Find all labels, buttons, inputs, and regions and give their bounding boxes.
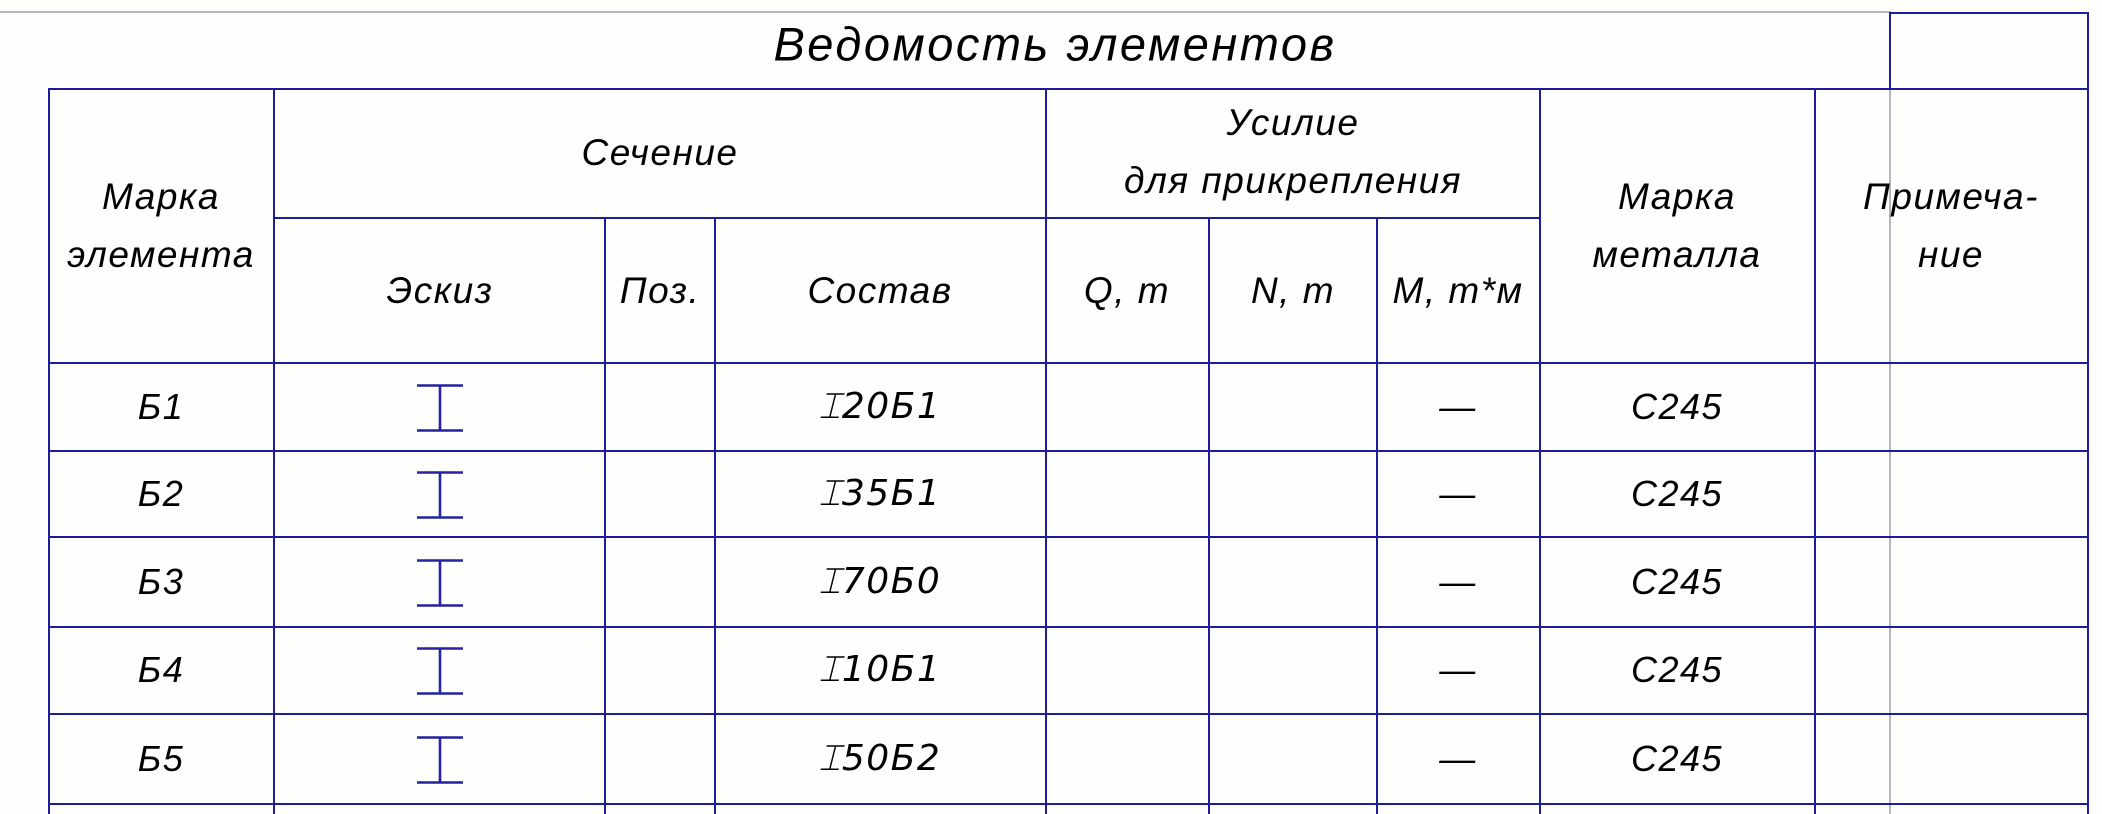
sostav-cell: ⌶20Б1 (818, 386, 942, 427)
titleblock-box-left (1889, 12, 1891, 90)
titleblock-box-top (1889, 12, 2089, 14)
metal-grade-cell: С245 (1630, 473, 1724, 514)
table-left-border (48, 88, 50, 814)
col-divider-metal-note (1814, 88, 1816, 814)
row-divider (48, 626, 2089, 628)
row-divider (48, 803, 2089, 805)
col-header-mark-line2: элемента (67, 234, 255, 275)
group-header-divider (273, 217, 1541, 219)
col-divider-mark (273, 88, 275, 814)
metal-grade-cell: С245 (1630, 738, 1724, 779)
col-header-n: N, т (1250, 270, 1336, 311)
col-header-m: М, т*м (1392, 270, 1524, 311)
group-header-section: Сечение (581, 132, 739, 173)
col-header-sketch: Эскиз (386, 270, 494, 311)
col-divider-q-n (1208, 217, 1210, 814)
metal-grade-cell: С245 (1630, 649, 1724, 690)
i-beam-section-icon (416, 736, 464, 784)
col-header-metal-line2: металла (1592, 234, 1762, 275)
element-mark-cell: Б5 (137, 738, 185, 779)
header-bottom-divider (48, 362, 2089, 364)
col-header-metal-line1: Марка (1618, 176, 1736, 217)
m-cell: — (1439, 561, 1477, 602)
col-divider-pos-sostav (714, 217, 716, 814)
col-header-pos: Поз. (619, 270, 701, 311)
col-divider-section-force (1045, 88, 1047, 814)
row-divider (48, 713, 2089, 715)
col-header-note (1863, 168, 2039, 284)
sheet-frame-vline (1889, 11, 1891, 814)
sostav-cell: ⌶50Б2 (818, 738, 942, 779)
row-divider (48, 536, 2089, 538)
col-header-note-line1: Примеча- (1863, 176, 2039, 217)
sostav-cell: ⌶35Б1 (818, 473, 942, 514)
col-header-sostav: Состав (807, 270, 953, 311)
i-beam-section-icon (416, 471, 464, 519)
element-mark-cell: Б1 (137, 386, 185, 427)
sostav-cell: ⌶70Б0 (818, 561, 942, 602)
sostav-cell: ⌶10Б1 (818, 649, 942, 690)
i-beam-section-icon (416, 559, 464, 607)
metal-grade-cell: С245 (1630, 561, 1724, 602)
m-cell: — (1439, 386, 1477, 427)
table-top-border (48, 88, 2089, 90)
m-cell: — (1439, 738, 1477, 779)
row-divider (48, 450, 2089, 452)
col-header-note-line2: ние (1917, 234, 1985, 275)
col-divider-n-m (1376, 217, 1378, 814)
element-mark-cell: Б3 (137, 561, 185, 602)
col-header-q: Q, т (1083, 270, 1171, 311)
group-header-force-line2: для прикрепления (1123, 160, 1463, 201)
col-header-metal (1593, 168, 1762, 284)
col-header-mark (67, 168, 255, 284)
sheet-frame-hline (0, 11, 1890, 13)
i-beam-section-icon (416, 647, 464, 695)
m-cell: — (1439, 473, 1477, 514)
col-divider-force-metal (1539, 88, 1541, 814)
metal-grade-cell: С245 (1630, 386, 1724, 427)
m-cell: — (1439, 649, 1477, 690)
i-beam-section-icon (416, 384, 464, 432)
table-title: Ведомость элементов (773, 17, 1337, 71)
element-mark-cell: Б2 (137, 473, 185, 514)
group-header-force-line1: Усилие (1226, 102, 1360, 143)
table-right-border (2087, 12, 2089, 814)
element-mark-cell: Б4 (137, 649, 185, 690)
group-header-force (1124, 94, 1462, 210)
col-header-mark-line1: Марка (102, 176, 220, 217)
col-divider-sketch-pos (604, 217, 606, 814)
